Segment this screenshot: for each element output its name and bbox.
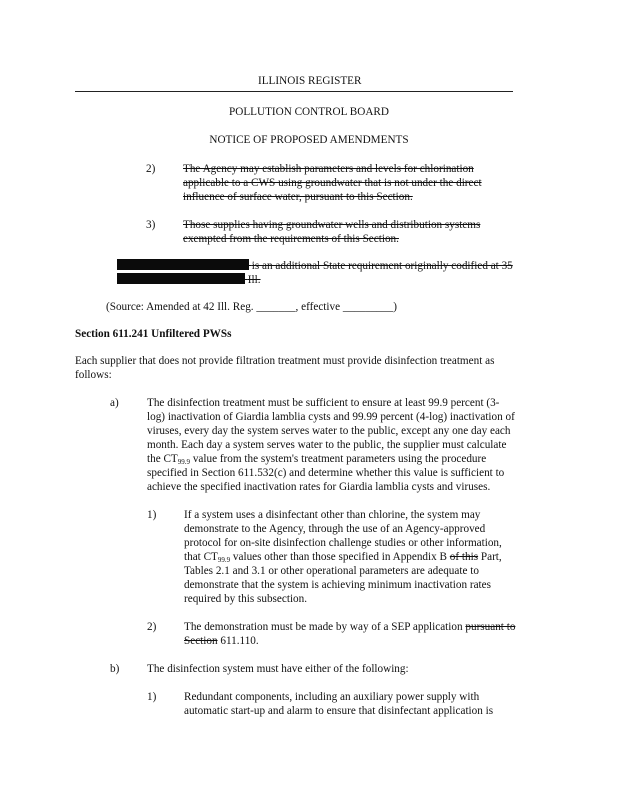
- subsection-a1-label: 1): [147, 509, 157, 521]
- struck-item-3-line1: Those supplies having groundwater wells and distribution systems: [183, 219, 481, 231]
- redaction-block: [117, 273, 245, 284]
- subsection-a-line: achieve the specified inactivation rates for Giardia lamblia cysts and viruses.: [147, 481, 491, 493]
- subsection-a1-line: required by this subsection.: [184, 593, 308, 605]
- subsection-b-line: The disinfection system must have either of the following:: [147, 663, 409, 675]
- subsection-a-line: month. Each day a system serves water to the public, the supplier must calculate: [147, 439, 507, 451]
- struck-item-2-line3: influence of surface water, pursuant to this Section.: [183, 191, 413, 203]
- header-rule: [75, 91, 513, 92]
- subsection-a-line: The disinfection treatment must be sufficient to ensure at least 99.9 percent (3-: [147, 397, 500, 409]
- redaction-block: [117, 259, 249, 270]
- subsection-b1-label: 1): [147, 691, 157, 703]
- subsection-a1-line: If a system uses a disinfectant other than chlorine, the system may: [184, 509, 481, 521]
- struck-note-line2: Ill.: [117, 273, 261, 288]
- section-heading: Section 611.241 Unfiltered PWSs: [75, 328, 232, 340]
- intro-line1: Each supplier that does not provide filtration treatment must provide disinfection treatment as: [75, 355, 495, 367]
- subsection-a1-line: Tables 2.1 and 3.1 or other operational parameters are adequate to: [184, 565, 479, 577]
- subsection-a-line: viruses, every day the system serves water to the public, except any one day each: [147, 425, 511, 437]
- subsection-a1-ct-line: that $CT_{99.9}$ values other than those specified in Appendix B of this Part,: [184, 551, 502, 564]
- struck-item-2-number: 2): [146, 163, 156, 175]
- subsection-a1-line: protocol for on-site disinfection challenge studies or other information,: [184, 537, 502, 549]
- subsection-b1-line: automatic start-up and alarm to ensure that disinfectant application is: [184, 705, 494, 717]
- struck-note-line1: is an additional State requirement originally codified at 35: [117, 259, 513, 274]
- subsection-a-line: specified in Section 611.532(c) and determine whether this value is sufficient to: [147, 467, 505, 479]
- register-header: ILLINOIS REGISTER: [258, 75, 362, 87]
- subsection-a-ct-line: the $CT_{99.9}$ value from the system's treatment parameters using the procedure: [147, 453, 487, 466]
- struck-item-2-line2: applicable to a CWS using groundwater that is not under the direct: [183, 177, 482, 189]
- board-title: POLLUTION CONTROL BOARD: [229, 106, 389, 118]
- struck-item-3-line2: exempted from the requirements of this Section.: [183, 233, 399, 245]
- source-line: (Source: Amended at 42 Ill. Reg. _______, effective _________): [106, 301, 397, 313]
- subsection-a2-line1: The demonstration must be made by way of a SEP application pursuant to: [184, 621, 516, 633]
- subsection-a-label: a): [110, 397, 119, 409]
- intro-line2: follows:: [75, 369, 112, 381]
- struck-item-3-number: 3): [146, 219, 156, 231]
- subsection-a2-label: 2): [147, 621, 157, 633]
- subsection-a1-line: demonstrate that the system is achieving minimum inactivation rates: [184, 579, 491, 591]
- struck-item-2-line1: The Agency may establish parameters and levels for chlorination: [183, 163, 474, 175]
- subsection-a1-line: demonstrate to the Agency, through the use of an Agency-approved: [184, 523, 486, 535]
- subsection-a-line: log) inactivation of Giardia lamblia cysts and 99.99 percent (4-log) inactivation of: [147, 411, 515, 423]
- subsection-a2-line2: Section 611.110.: [184, 635, 259, 647]
- subsection-b1-line: Redundant components, including an auxiliary power supply with: [184, 691, 480, 703]
- notice-title: NOTICE OF PROPOSED AMENDMENTS: [209, 134, 409, 146]
- subsection-b-label: b): [110, 663, 120, 675]
